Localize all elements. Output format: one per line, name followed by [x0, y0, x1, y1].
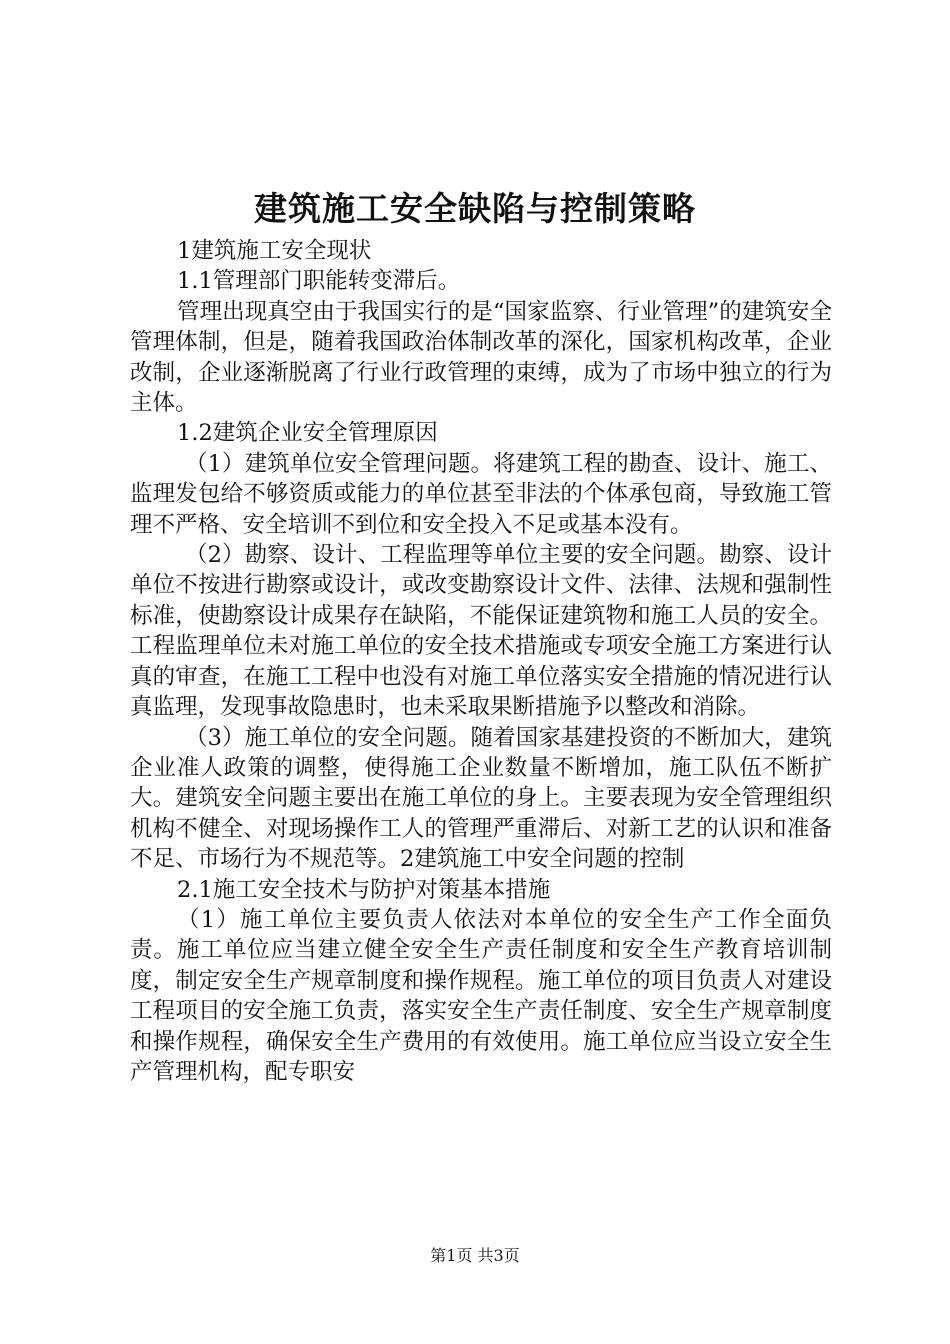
section-heading-1: 1建筑施工安全现状 — [177, 238, 372, 264]
subsection-heading-1-2: 1.2建筑企业安全管理原因 — [177, 420, 438, 447]
page-footer: 第1页 共3页 — [430, 1246, 520, 1265]
subsection-heading-2-1: 2.1施工安全技术与防护对策基本措施 — [177, 876, 551, 903]
paragraph-measure-1: （1）施工单位主要负责人依法对本单位的安全生产工作全面负责。施工单位应当建立健全安全生产责任制度和安全生产教育培训制度，制定安全生产规章制度和操作规程。施工单位的项目负责人对建设工程项目的安全施工负责，落实安全生产责任制度、安全生产规章制度和操作规程，确保安全生产费用的有效使用。施工单位应当设立安全生产管理机构，配专职安 — [130, 906, 832, 1085]
document-title: 建筑施工安全缺陷与控制策略 — [254, 189, 696, 228]
paragraph-management-vacuum: 管理出现真空由于我国实行的是“国家监察、行业管理”的建筑安全管理体制，但是，随着我国政治体制改革的深化，国家机构改革，企业改制，企业逐渐脱离了行业行政管理的束缚，成为了市场中独立的行为主体。 — [130, 298, 832, 417]
subsection-heading-1-1: 1.1管理部门职能转变滞后。 — [177, 268, 461, 295]
paragraph-item-2: （2）勘察、设计、工程监理等单位主要的安全问题。勘察、设计单位不按进行勘察或设计，或改变勘察设计文件、法律、法规和强制性标准，使勘察设计成果存在缺陷，不能保证建筑物和施工人员的安全。工程监理单位未对施工单位的安全技术措施或专项安全施工方案进行认真的审查，在施工工程中也没有对施工单位落实安全措施的情况进行认真监理，发现事故隐患时，也未采取果断措施予以整改和消除。 — [130, 542, 832, 721]
paragraph-item-1: （1）建筑单位安全管理问题。将建筑工程的勘查、设计、施工、监理发包给不够资质或能力的单位甚至非法的个体承包商，导致施工管理不严格、安全培训不到位和安全投入不足或基本没有。 — [130, 450, 832, 538]
paragraph-item-3: （3）施工单位的安全问题。随着国家基建投资的不断加大，建筑企业准人政策的调整，使得施工企业数量不断增加，施工队伍不断扩大。建筑安全问题主要出在施工单位的身上。主要表现为安全管理组织机构不健全、对现场操作工人的管理严重滞后、对新工艺的认识和准备不足、市场行为不规范等。2建筑施工中安全问题的控制 — [130, 724, 832, 873]
document-body — [130, 236, 832, 1087]
